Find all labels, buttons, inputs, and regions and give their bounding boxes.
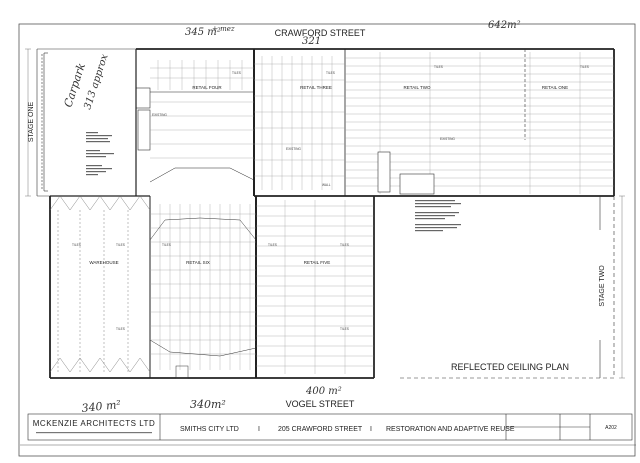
tag-tile: TILES bbox=[434, 65, 443, 69]
tag-tile: TILES bbox=[340, 327, 349, 331]
hand-area-top-plus: + mez bbox=[212, 25, 235, 33]
tag-wall: WALL bbox=[322, 183, 331, 187]
warehouse-trusses bbox=[50, 196, 150, 372]
retail-three-label: RETAIL THREE bbox=[300, 85, 332, 90]
retail-one-label: RETAIL ONE bbox=[541, 85, 569, 90]
retail-five-grid bbox=[256, 200, 374, 374]
tag-tile: TILES bbox=[116, 243, 125, 247]
hand-area-top-left: 345 m² bbox=[185, 27, 221, 38]
tag-tile: TILES bbox=[268, 243, 277, 247]
retail-three-grid bbox=[254, 56, 345, 190]
firm-address-line bbox=[36, 432, 152, 433]
tag-tile: TILES bbox=[340, 243, 349, 247]
stage-one-label: STAGE ONE bbox=[28, 101, 35, 143]
street-south-label: VOGEL STREET bbox=[285, 399, 355, 409]
project-address: 205 CRAWFORD STREET bbox=[278, 426, 363, 433]
client-name: SMITHS CITY LTD bbox=[180, 426, 239, 433]
hand-area-top-right: 642m² bbox=[488, 20, 521, 31]
hand-area-bottom-mid: 340m² bbox=[190, 398, 226, 411]
retail-two-label: RETAIL TWO bbox=[403, 85, 431, 90]
tag-existing: EXISTING bbox=[152, 113, 167, 117]
retail-five-label: RETAIL FIVE bbox=[303, 260, 331, 265]
title-sep-1: I bbox=[258, 426, 260, 433]
tag-tile: TILES bbox=[72, 243, 81, 247]
lower-block-outline bbox=[50, 196, 374, 378]
plan-title: REFLECTED CEILING PLAN bbox=[450, 362, 570, 372]
sheet-number: A202 bbox=[605, 425, 617, 431]
tag-tile: TILES bbox=[580, 65, 589, 69]
project-name: RESTORATION AND ADAPTIVE REUSE bbox=[386, 426, 515, 433]
tag-existing: EXISTING bbox=[440, 137, 455, 141]
tag-tile: TILES bbox=[162, 243, 171, 247]
stage-two-label: STAGE TWO bbox=[599, 265, 606, 307]
hand-area-top-center: 321 bbox=[302, 36, 322, 47]
carpark-annotations bbox=[86, 132, 114, 175]
retail-six-label: RETAIL SIX bbox=[186, 260, 210, 265]
tag-tile: TILES bbox=[116, 327, 125, 331]
retail-two-divider bbox=[378, 49, 525, 194]
hand-carpark-1: Carpark bbox=[61, 61, 88, 109]
tag-tile: TILES bbox=[232, 71, 241, 75]
hand-area-bottom-left: 340 m² bbox=[80, 397, 122, 415]
hand-area-bottom-center: 400 m² bbox=[306, 386, 342, 397]
retail-six-grid bbox=[150, 204, 256, 370]
stage-two-notes bbox=[415, 200, 461, 231]
title-sep-2: I bbox=[370, 426, 372, 433]
hand-carpark-2: 313 approx bbox=[82, 52, 111, 111]
retail-four-label: RETAIL FOUR bbox=[192, 85, 222, 90]
tag-existing: EXISTING bbox=[286, 147, 301, 151]
firm-name: MCKENZIE ARCHITECTS LTD bbox=[32, 419, 156, 428]
warehouse-label: WAREHOUSE bbox=[89, 260, 119, 265]
dimension-lines bbox=[25, 49, 625, 378]
stage-two-zone bbox=[374, 196, 614, 378]
street-north-label: CRAWFORD STREET bbox=[274, 28, 366, 38]
tag-tile: TILES bbox=[326, 71, 335, 75]
